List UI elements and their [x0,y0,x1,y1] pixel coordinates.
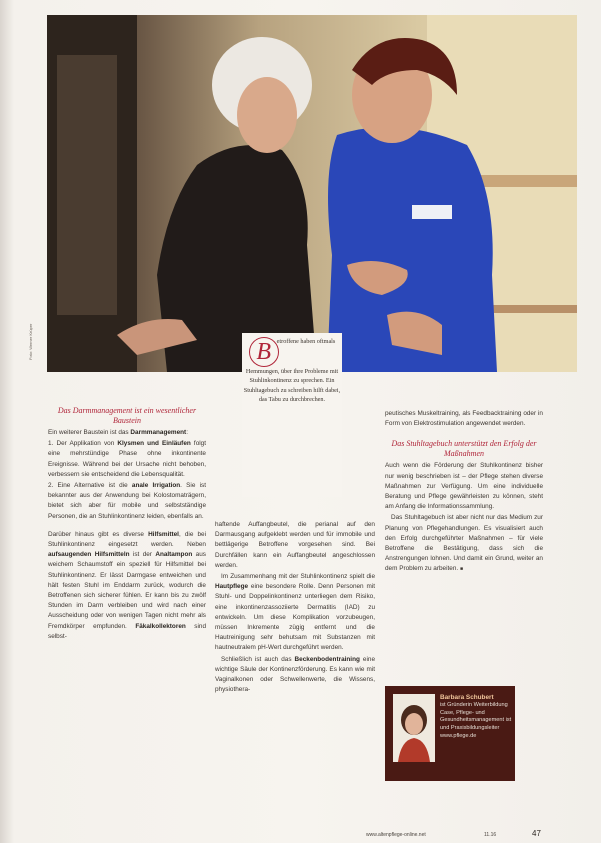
text: Ein weiterer Baustein ist das [48,429,131,436]
page-number: 47 [532,829,541,838]
text: : [186,429,188,436]
text: 1. Der Applikation von [48,440,118,448]
footer-url[interactable]: www.altenpflege-online.net [366,832,426,838]
article-photo [47,15,577,372]
paragraph: peutisches Muskeltraining, als Feedbacktraining oder in Form von Elektrostimulation angewendet werden. [385,410,543,428]
paragraph [48,481,206,522]
author-bio: ist Gründerin Weiterbildung Case, Pflege- und Gesundheitsmanagement ist und Praxisbildungsleiter www.pflege.de [440,701,512,739]
bold-term: Klysmen und Einläufen [117,440,191,448]
article-column-1 [48,406,206,643]
pull-quote-dropcap: B [249,337,279,367]
text: Darüber hinaus gibt es diverse [48,530,149,538]
paragraph: haftende Auffangbeutel, die perianal auf den Darmausgang aufgeklebt werden und für immobile und bettlägerige Betroffene vorgesehen sind. Bei Durchfällen kann ein Auffangbeutel angeschlossen werden. [215,521,375,569]
author-info [440,694,512,741]
bold-term: anale Irrigation [131,482,181,490]
photo-credit: Foto: Werner Krüper [28,323,33,360]
text: , die bei Stuhlinkontinenz eingesetzt werden. Neben [48,530,206,549]
text: Im Zusammenhang mit der Stuhlinkontinenz spielt die [221,573,375,581]
paragraph [215,655,375,696]
paragraph [48,439,206,480]
text: aus weichem Schaumstoff ein speziell für Hilfsmittel bei Stuhlinkontinenz. Er lässt Darmgase entweichen und hält festen Stuhl im Enddarm zurück, wodurch die Betroffenen sich sicherer fühlen. Er kann bis zu zwölf Stunden im Darm verbleiben und wird nach einer Ausscheidung oder von wenigen Tagen nicht mehr als Fremdkörper empfunden. [48,551,206,630]
author-box [385,686,515,781]
text: sind selbst- [48,622,207,640]
bold-term: Beckenbodentraining [294,655,360,663]
text: folgt eine mehrstündige Phase ohne inkontinente Ereignisse. Während bei der Ursache nicht behoben, verbessern sie entscheidend die Lebensqualität. [48,440,206,478]
author-portrait [393,694,435,762]
article-column-3 [385,409,543,576]
bold-term: Fäkalkollektoren [135,622,186,630]
paragraph: Auch wenn die Förderung der Stuhlkontinenz bisher nur wenig beschrieben ist – der Pflege stehen diverse Maßnahmen zur Verfügung. Um eine individuelle Beratung und Pflege gewährleisten zu können, steht am Anfang die Informationssammlung. [385,462,543,511]
paragraph [48,530,206,642]
author-name: Barbara Schubert [440,694,494,701]
author-portrait-illustration [393,694,435,762]
text: eine wichtige Säule der Kontinenzförderung. Es kann wie mit Vaginalkonen oder Schwellenwerte, die Wissens, physiothera- [215,655,375,694]
bold-term: Hautpflege [215,583,249,591]
text: 2. Eine Alternative ist die [48,482,132,490]
text: eine besondere Rolle. Denn Personen mit Stuhl- und Doppelinkontinenz unterliegen dem Risiko, eine inkontinenzassoziierte Dermatitis (IAD) zu entwickeln. Um diese Komplikation vorzubeugen, müssen Inkremente zügig entfernt und die Hautreinigung sehr behutsam mit Substanzen mit hautneutralem pH-Wert durchgeführt werden. [215,583,375,652]
paragraph [215,572,375,654]
bold-term: aufsaugenden Hilfsmitteln [48,551,130,559]
text: . Sie ist bekannter aus der Anwendung bei Kolostomaträgern, bietet sich aber für mobile und selbstständige Personen, die an Stuhlinkontinenz leiden, ebenfalls an. [48,482,206,520]
end-mark: ■ [459,566,463,573]
bold-term: Hilfsmittel [148,530,179,538]
subheading-darmmanagement: Das Darmmanagement ist ein wesentlicher Baustein [57,406,197,425]
bold-term: Darmmanagement [130,429,187,436]
text: Schließlich ist auch das [221,655,295,663]
footer-issue: 11.16 [484,832,497,838]
pull-quote [242,333,342,497]
article-column-2 [215,520,375,696]
paragraph [48,428,206,438]
paragraph [385,513,543,574]
text: ist der [129,551,156,559]
text: Das Stuhltagebuch ist aber nicht nur das Medium zur Planung von Pflegehandlungen. Es visualisiert auch den Erfolg durchgeführter Maßnahmen – für viele Betroffene die Bestätigung, dass sich die Anstrengungen lohnen. Und damit ein Grund, weiter an dem Problem zu arbeiten. [385,514,543,573]
subheading-stuhltagebuch: Das Stuhltagebuch unterstützt den Erfolg der Maßnahmen [391,439,537,459]
bold-term: Analtampon [155,551,193,559]
pull-quote-text: etroffene haben oftmals Hemmungen, über ihre Probleme mit Stuhlinkontinenz zu sprechen. Ein Stuhltagebuch zu schreiben hilft dabei, das Tabu zu durchbrechen. [243,338,341,404]
photo-illustration [47,15,577,372]
